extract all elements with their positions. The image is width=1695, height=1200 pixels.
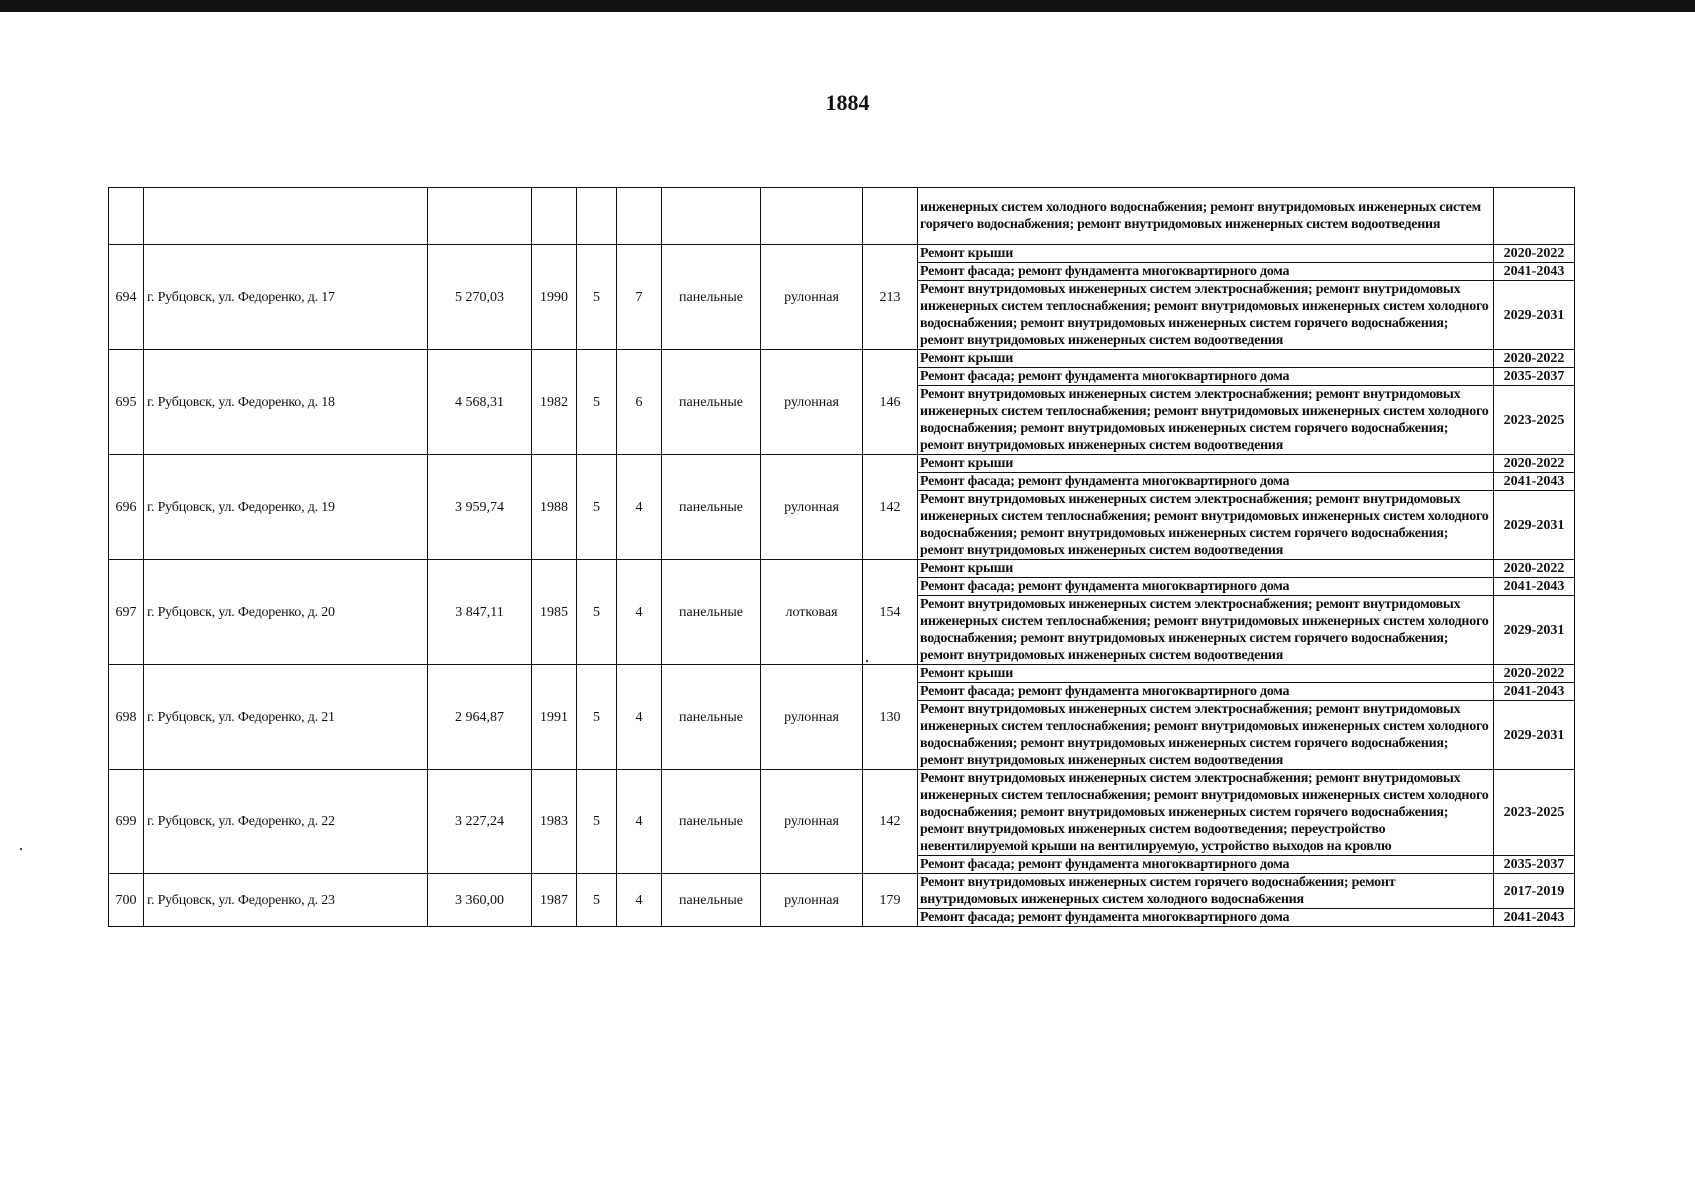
cell-residents: 154: [863, 560, 918, 665]
work-period: 2020-2022: [1494, 560, 1575, 578]
work-text: Ремонт фасада; ремонт фундамента многоквартирного дома: [918, 473, 1494, 491]
cell-num: [109, 188, 144, 245]
cell-floors: 5: [577, 874, 617, 927]
cell-roof: лотковая: [761, 560, 863, 665]
cell-year: [532, 188, 577, 245]
page-number: 1884: [825, 90, 870, 115]
table-row: [109, 770, 1575, 856]
cell-year: 1987: [532, 874, 577, 927]
cell-residents: 130: [863, 665, 918, 770]
cell-walls: панельные: [662, 245, 761, 350]
work-period: 2041-2043: [1494, 473, 1575, 491]
work-period: 2029-2031: [1494, 701, 1575, 770]
table-row: [109, 560, 1575, 578]
table-row: [109, 874, 1575, 909]
cell-num: 697: [109, 560, 144, 665]
work-text: Ремонт крыши: [918, 455, 1494, 473]
work-period: 2029-2031: [1494, 281, 1575, 350]
cell-area: 3 959,74: [428, 455, 532, 560]
work-text: Ремонт крыши: [918, 350, 1494, 368]
table-body: [109, 188, 1575, 927]
table-row: [109, 665, 1575, 683]
table-row: [109, 350, 1575, 368]
work-period: 2023-2025: [1494, 770, 1575, 856]
cell-address: г. Рубцовск, ул. Федоренко, д. 18: [144, 350, 428, 455]
cell-address: [144, 188, 428, 245]
cell-residents: 142: [863, 770, 918, 874]
work-text: Ремонт внутридомовых инженерных систем горячего водоснабжения; ремонт внутридомовых инженерных систем холодного водосна6жения: [918, 874, 1494, 909]
cell-year: 1991: [532, 665, 577, 770]
cell-residents: 146: [863, 350, 918, 455]
cell-entrances: 4: [617, 455, 662, 560]
continuation-row: [109, 188, 1575, 245]
work-period: 2017-2019: [1494, 874, 1575, 909]
work-period: 2020-2022: [1494, 350, 1575, 368]
work-period: 2020-2022: [1494, 455, 1575, 473]
work-text: Ремонт внутридомовых инженерных систем электроснабжения; ремонт внутридомовых инженерных систем теплоснабжения; ремонт внутридомовых инженерных систем холодного водоснабжения; ремонт внутридомовых инженерных систем горячего водоснабжения; ремонт внутридомовых инженерных систем водоотведения: [918, 596, 1494, 665]
cell-address: г. Рубцовск, ул. Федоренко, д. 22: [144, 770, 428, 874]
cell-address: г. Рубцовск, ул. Федоренко, д. 17: [144, 245, 428, 350]
cell-entrances: 4: [617, 560, 662, 665]
cell-roof: рулонная: [761, 350, 863, 455]
work-text: Ремонт внутридомовых инженерных систем электроснабжения; ремонт внутридомовых инженерных систем теплоснабжения; ремонт внутридомовых инженерных систем холодного водоснабжения; ремонт внутридомовых инженерных систем горячего водоснабжения; ремонт внутридомовых инженерных систем водоотведения: [918, 281, 1494, 350]
cell-residents: 142: [863, 455, 918, 560]
cell-roof: рулонная: [761, 770, 863, 874]
cell-floors: 5: [577, 665, 617, 770]
cell-walls: панельные: [662, 665, 761, 770]
cell-num: 694: [109, 245, 144, 350]
cell-area: 5 270,03: [428, 245, 532, 350]
table-row: [109, 455, 1575, 473]
scan-speck: [20, 848, 22, 850]
cell-walls: панельные: [662, 350, 761, 455]
cell-year: 1988: [532, 455, 577, 560]
work-text: инженерных систем холодного водоснабжения; ремонт внутридомовых инженерных систем горячего водоснабжения; ремонт внутридомовых инженерных систем водоотведения: [918, 188, 1494, 245]
work-text: Ремонт фасада; ремонт фундамента многоквартирного дома: [918, 856, 1494, 874]
cell-year: 1985: [532, 560, 577, 665]
buildings-repair-table: [108, 187, 1575, 927]
table-row: [109, 245, 1575, 263]
cell-entrances: 4: [617, 874, 662, 927]
work-period: 2023-2025: [1494, 386, 1575, 455]
work-period: 2035-2037: [1494, 368, 1575, 386]
cell-floors: 5: [577, 455, 617, 560]
work-text: Ремонт внутридомовых инженерных систем электроснабжения; ремонт внутридомовых инженерных систем теплоснабжения; ремонт внутридомовых инженерных систем холодного водоснабжения; ремонт внутридомовых инженерных систем горячего водоснабжения; ремонт внутридомовых инженерных систем водоотведения: [918, 386, 1494, 455]
cell-year: 1990: [532, 245, 577, 350]
cell-num: 700: [109, 874, 144, 927]
cell-address: г. Рубцовск, ул. Федоренко, д. 21: [144, 665, 428, 770]
work-text: Ремонт фасада; ремонт фундамента многоквартирного дома: [918, 683, 1494, 701]
cell-entrances: 4: [617, 665, 662, 770]
work-text: Ремонт внутридомовых инженерных систем электроснабжения; ремонт внутридомовых инженерных систем теплоснабжения; ремонт внутридомовых инженерных систем холодного водоснабжения; ремонт внутридомовых инженерных систем горячего водоснабжения; ремонт внутридомовых инженерных систем водоотведения; переустройство невентилируемой крыши на вентилируемую, устройство выходов на кровлю: [918, 770, 1494, 856]
cell-floors: 5: [577, 560, 617, 665]
cell-entrances: 6: [617, 350, 662, 455]
cell-address: г. Рубцовск, ул. Федоренко, д. 19: [144, 455, 428, 560]
cell-area: 4 568,31: [428, 350, 532, 455]
work-period: 2029-2031: [1494, 596, 1575, 665]
cell-floors: 5: [577, 770, 617, 874]
work-period: 2041-2043: [1494, 909, 1575, 927]
cell-residents: [863, 188, 918, 245]
cell-num: 695: [109, 350, 144, 455]
cell-entrances: [617, 188, 662, 245]
work-period: 2041-2043: [1494, 683, 1575, 701]
work-text: Ремонт фасада; ремонт фундамента многоквартирного дома: [918, 368, 1494, 386]
cell-num: 696: [109, 455, 144, 560]
cell-roof: рулонная: [761, 874, 863, 927]
cell-roof: рулонная: [761, 245, 863, 350]
cell-area: 3 227,24: [428, 770, 532, 874]
cell-address: г. Рубцовск, ул. Федоренко, д. 20: [144, 560, 428, 665]
cell-floors: [577, 188, 617, 245]
cell-entrances: 4: [617, 770, 662, 874]
cell-address: г. Рубцовск, ул. Федоренко, д. 23: [144, 874, 428, 927]
work-text: Ремонт внутридомовых инженерных систем электроснабжения; ремонт внутридомовых инженерных систем теплоснабжения; ремонт внутридомовых инженерных систем холодного водоснабжения; ремонт внутридомовых инженерных систем горячего водоснабжения; ремонт внутридомовых инженерных систем водоотведения: [918, 491, 1494, 560]
cell-roof: рулонная: [761, 665, 863, 770]
work-period: 2029-2031: [1494, 491, 1575, 560]
cell-entrances: 7: [617, 245, 662, 350]
cell-area: 3 360,00: [428, 874, 532, 927]
cell-floors: 5: [577, 245, 617, 350]
cell-num: 699: [109, 770, 144, 874]
cell-year: 1983: [532, 770, 577, 874]
work-text: Ремонт крыши: [918, 245, 1494, 263]
cell-area: [428, 188, 532, 245]
cell-walls: панельные: [662, 874, 761, 927]
work-text: Ремонт фасада; ремонт фундамента многоквартирного дома: [918, 578, 1494, 596]
work-period: 2035-2037: [1494, 856, 1575, 874]
work-period: 2041-2043: [1494, 263, 1575, 281]
work-period: 2020-2022: [1494, 245, 1575, 263]
cell-roof: [761, 188, 863, 245]
cell-residents: 179: [863, 874, 918, 927]
work-text: Ремонт крыши: [918, 560, 1494, 578]
cell-walls: панельные: [662, 455, 761, 560]
cell-walls: [662, 188, 761, 245]
cell-roof: рулонная: [761, 455, 863, 560]
cell-area: 2 964,87: [428, 665, 532, 770]
work-text: Ремонт крыши: [918, 665, 1494, 683]
cell-residents: 213: [863, 245, 918, 350]
work-text: Ремонт фасада; ремонт фундамента многоквартирного дома: [918, 263, 1494, 281]
work-text: Ремонт фасада; ремонт фундамента многоквартирного дома: [918, 909, 1494, 927]
cell-floors: 5: [577, 350, 617, 455]
work-text: Ремонт внутридомовых инженерных систем электроснабжения; ремонт внутридомовых инженерных систем теплоснабжения; ремонт внутридомовых инженерных систем холодного водоснабжения; ремонт внутридомовых инженерных систем горячего водоснабжения; ремонт внутридомовых инженерных систем водоотведения: [918, 701, 1494, 770]
work-period: [1494, 188, 1575, 245]
cell-area: 3 847,11: [428, 560, 532, 665]
work-period: 2020-2022: [1494, 665, 1575, 683]
cell-year: 1982: [532, 350, 577, 455]
cell-walls: панельные: [662, 770, 761, 874]
cell-walls: панельные: [662, 560, 761, 665]
work-period: 2041-2043: [1494, 578, 1575, 596]
cell-num: 698: [109, 665, 144, 770]
scan-top-edge: [0, 0, 1695, 12]
